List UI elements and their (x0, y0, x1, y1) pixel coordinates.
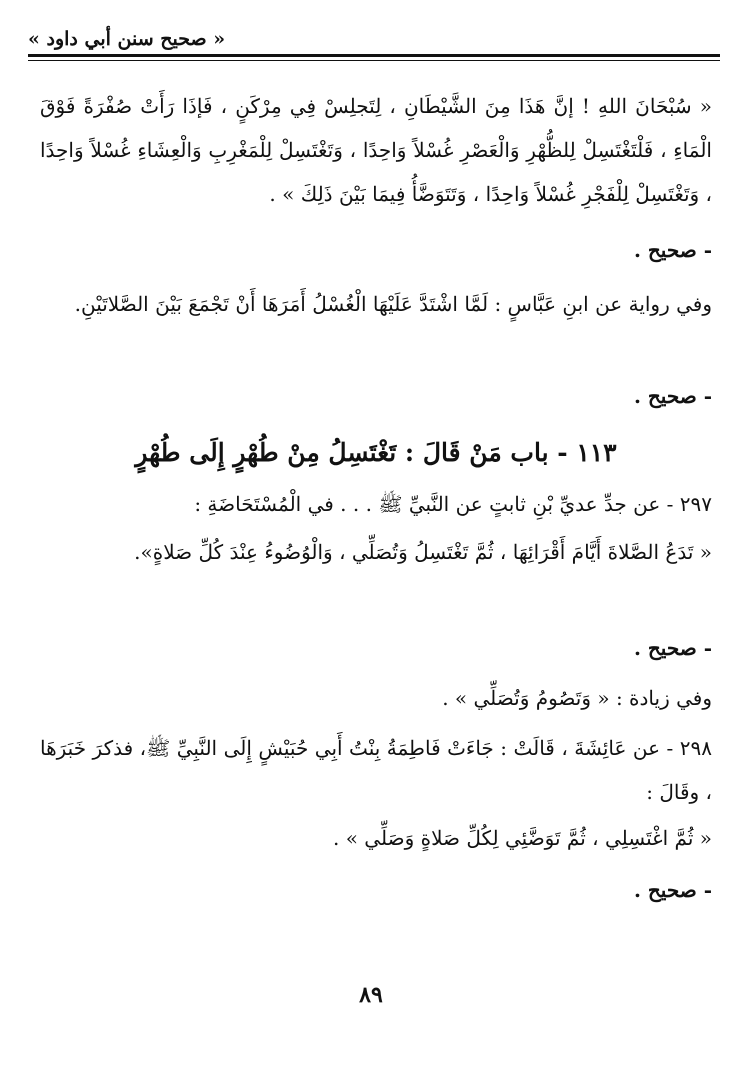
hadith-isnad-298: ٢٩٨ - عن عَائِشَةَ ، قَالَتْ : جَاءَتْ فَاطِمَةُ بِنْتُ أَبِي حُبَيْشٍ إِلَى النَّبِيِّ ﷺ، فذكرَ خَبَرَهَا ، وقَالَ : (40, 736, 712, 804)
grade-label: - صحيح . (633, 384, 712, 408)
header-rule-thick (28, 54, 720, 57)
page-number: ٨٩ (359, 982, 383, 1008)
addition-note: وفي زيادة : « وَتَصُومُ وَتُصَلِّي » . (442, 686, 712, 710)
hadith-matn-297: « تَدَعُ الصَّلاةَ أَيَّامَ أَقْرَائِهَا ، ثُمَّ تَغْتَسِلُ وَتُصَلِّي ، وَالْوُضُوءُ عِنْدَ كُلِّ صَلاةٍ». (134, 540, 712, 564)
grade-label: - صحيح . (633, 878, 712, 902)
hadith-isnad-297: ٢٩٧ - عن جدِّ عديِّ بْنِ ثابتٍ عن النَّبيِّ ﷺ . . . في الْمُسْتَحَاضَةِ : (194, 492, 712, 516)
narration-paragraph: وفي رواية عن ابنِ عَبَّاسٍ : لَمَّا اشْتَدَّ عَلَيْهَا الْغُسْلُ أَمَرَهَا أَنْ تَجْمَعَ بَيْنَ الصَّلاتَيْنِ. (74, 292, 712, 316)
header-rule-thin (28, 60, 720, 61)
grade-label: - صحيح . (633, 636, 712, 660)
running-header-title: « صحيح سنن أبي داود » (28, 28, 226, 50)
chapter-heading: ١١٣ - باب مَنْ قَالَ : تَغْتَسِلُ مِنْ طُهْرٍ إِلَى طُهْرٍ (135, 438, 617, 467)
grade-label: - صحيح . (633, 238, 712, 262)
hadith-text-paragraph: « سُبْحَانَ اللهِ ! إنَّ هَذَا مِنَ الشَّيْطَانِ ، لِتَجلِسْ فِي مِرْكَنٍ ، فَإذَا رَأَتْ صُفْرَةً فَوْقَ الْمَاءِ ، فَلْتَغْتَسِلْ لِلظُّهْرِ وَالْعَصْرِ غُسْلاً وَاحِدًا ، وَتَغْتَسِلْ لِلْمَغْرِبِ وَالْعِشَاءِ غُسْلاً وَاحِدًا ، وَتَغْتَسِلْ لِلْفَجْرِ غُسْلاً وَاحِدًا ، وَتَتَوَضَّأُ فِيمَا بَيْنَ ذَلِكَ » . (40, 94, 712, 206)
hadith-matn-298: « ثُمَّ اغْتَسِلِي ، ثُمَّ تَوَضَّئِي لِكُلِّ صَلاةٍ وَصَلِّي » . (333, 826, 712, 850)
